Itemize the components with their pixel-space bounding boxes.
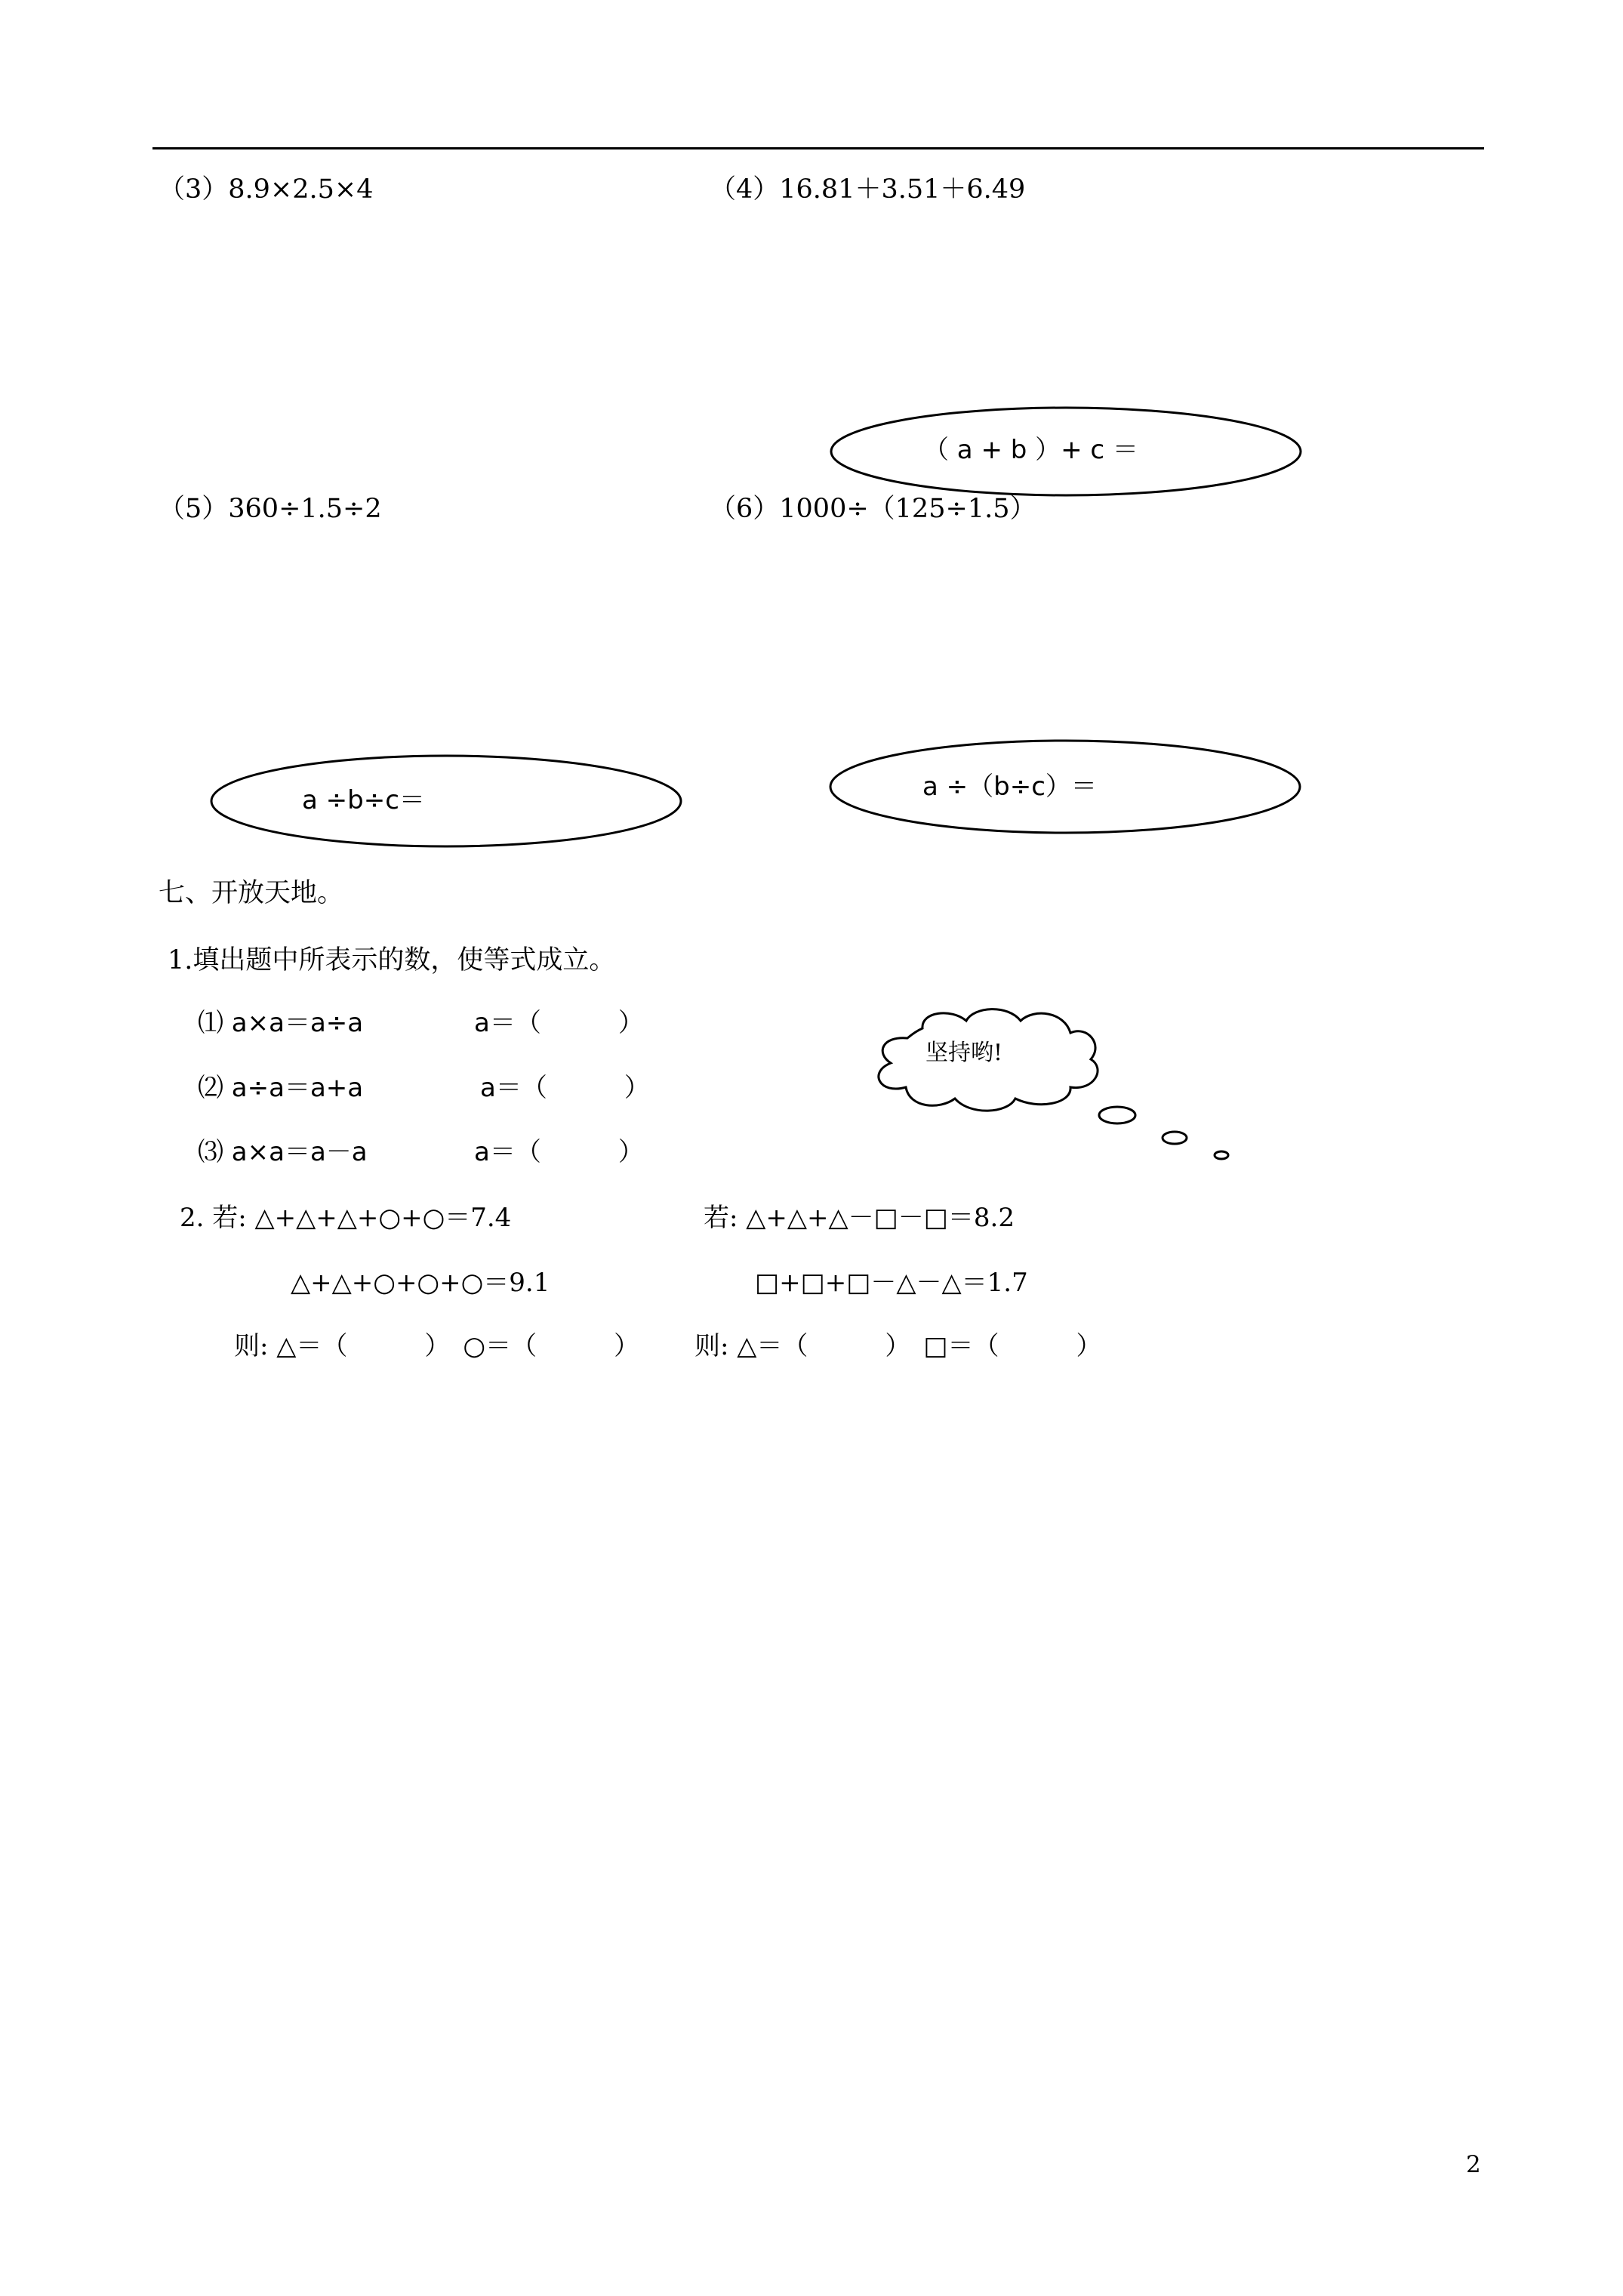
oval-div-chain [211,756,681,846]
problem-3: （3）8.9×2.5×4 [159,174,374,205]
cloud-text: 坚持哟! [925,1040,1003,1066]
q1-item-2-equation: ⑵ a÷a＝a+a [198,1073,364,1103]
thought-bubble-small [1215,1151,1228,1159]
oval-assoc-add-text: （ a + b ）+ c ＝ [923,435,1138,465]
q2-right-result: 则: △＝（ ） □＝（ ） [694,1331,1102,1361]
q1-item-1-answer: a＝（ ） [474,1008,644,1038]
oval-div-group-text: a ÷（b÷c）＝ [922,772,1097,802]
problem-4: （4）16.81＋3.51＋6.49 [710,174,1026,205]
section-7-title: 七、开放天地。 [159,878,344,908]
page-number: 2 [1466,2151,1481,2178]
q2-right-line-2: □+□+□－△－△＝1.7 [755,1268,1028,1298]
q1-item-3-answer: a＝（ ） [474,1137,644,1167]
oval-div-chain-text: a ÷b÷c＝ [302,785,425,815]
q1-item-2-answer: a＝（ ） [480,1073,650,1103]
thought-bubble-large [1099,1107,1135,1123]
q2-left-line-1: 2. 若: △+△+△+○+○＝7.4 [180,1203,512,1233]
thought-bubble-medium [1163,1132,1187,1144]
q2-right-line-1: 若: △+△+△－□－□＝8.2 [704,1203,1015,1233]
problem-6: （6）1000÷（125÷1.5） [710,494,1036,524]
q2-left-result: 则: △＝（ ） ○＝（ ） [234,1331,640,1361]
problem-5: （5）360÷1.5÷2 [159,494,382,524]
q1-prompt: 1.填出题中所表示的数，使等式成立。 [168,945,616,975]
q1-item-1-equation: ⑴ a×a＝a÷a [198,1008,364,1038]
q1-item-3-equation: ⑶ a×a＝a－a [198,1137,368,1167]
q2-left-line-2: △+△+○+○+○＝9.1 [291,1268,550,1298]
